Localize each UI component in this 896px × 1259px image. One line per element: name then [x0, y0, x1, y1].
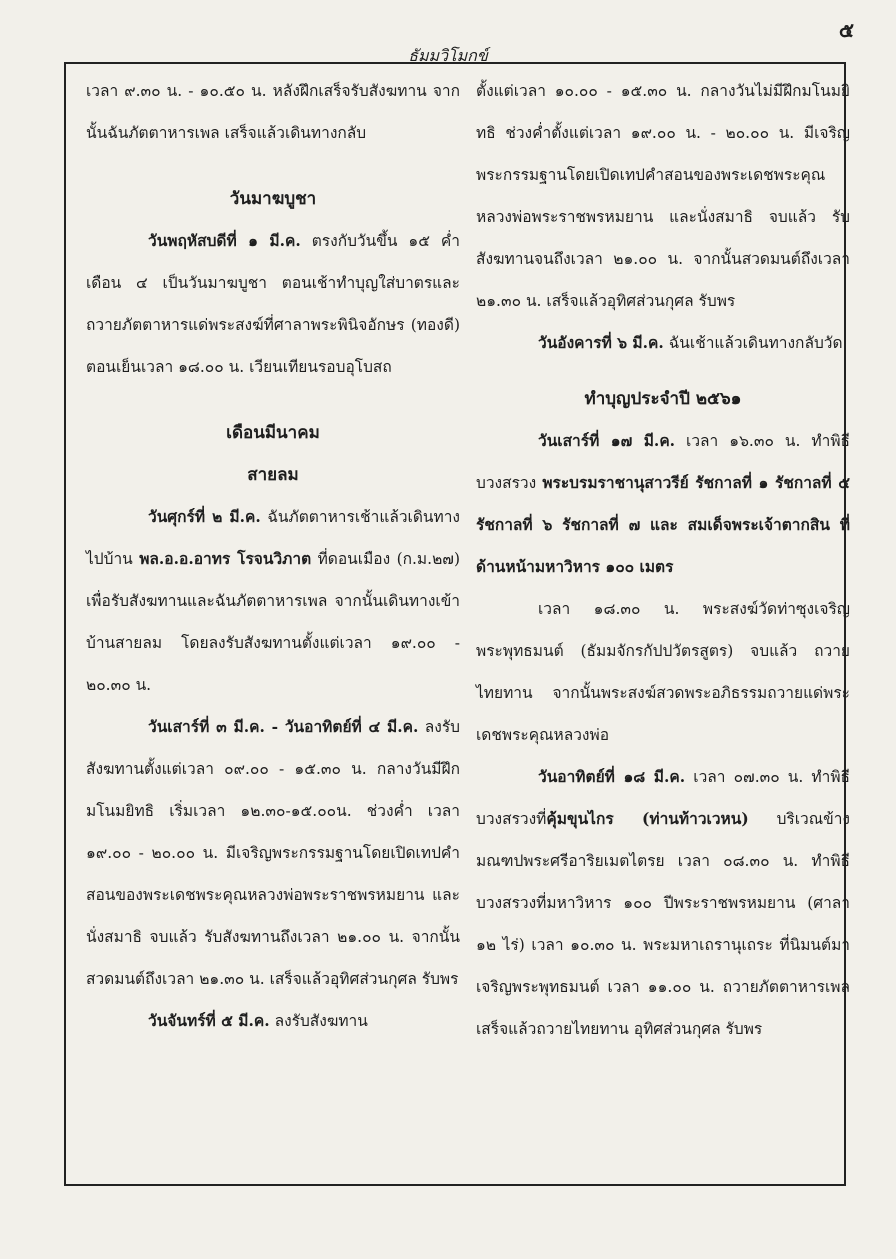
running-head: ธัมมวิโมกข์ [408, 46, 488, 65]
paragraph-friday-2 [86, 496, 460, 706]
paragraph-tuesday-6 [476, 322, 850, 364]
date-monday-5: วันจันทร์ที่ ๕ มี.ค. [148, 1011, 270, 1030]
heading-march: เดือนมีนาคม [226, 423, 320, 443]
saturday-17-text: เวลา ๑๖.๓๐ น. ทำพิธีบวงสรวง [476, 432, 850, 492]
left-column [86, 70, 460, 1042]
paragraph-morning-session: เวลา ๙.๓๐ น. - ๑๐.๕๐ น. หลังฝึกเสร็จรับสังฆทาน จากนั้นฉันภัตตาหารเพล เสร็จแล้วเดินทางกลับ [86, 82, 460, 142]
paragraph-saturday-3 [86, 706, 460, 1000]
khum-khun-krai: คุ้มขุนไกร (ท่านท้าวเวหน) [546, 809, 749, 828]
heading-makha-bucha: วันมาฆบูชา [229, 189, 317, 209]
saturday-3-text: ลงรับสังฆทานตั้งแต่เวลา ๐๙.๐๐ - ๑๕.๓๐ น. กลางวันมีฝึกมโนมยิทธิ เริ่มเวลา ๑๒.๓๐-๑๕.๐๐น. ช่วงค่ำ เวลา ๑๙.๐๐ - ๒๐.๐๐ น. มีเจริญพระกรรมฐานโดยเปิดเทปคำสอนของพระเดชพระคุณหลวงพ่อพระราชพรหมยาน และนั่งสมาธิ จบแล้ว รับสังฆทานถึงเวลา ๒๑.๐๐ น. จากนั้นสวดมนต์ถึงเวลา ๒๑.๓๐ น. เสร็จแล้วอุทิศส่วนกุศล รับพร [86, 718, 460, 988]
date-thursday-1: วันพฤหัสบดีที่ ๑ มี.ค. [148, 231, 301, 250]
friday-2-text-a: ฉันภัตตาหารเช้าแล้วเดินทางไปบ้าน [86, 508, 460, 568]
sunday-18-text-a: เวลา ๐๗.๓๐ น. ทำพิธีบวงสรวงที่ [476, 768, 850, 828]
date-saturday-17: วันเสาร์ที่ ๑๗ มี.ค. [538, 431, 676, 450]
monuments-list: พระบรมราชานุสาวรีย์ รัชกาลที่ ๑ รัชกาลที่ ๕ รัชกาลที่ ๖ รัชกาลที่ ๗ และ สมเด็จพระเจ้าตากสิน ที่ด้านหน้ามหาวิหาร ๑๐๐ เมตร [476, 473, 850, 576]
tuesday-6-text: ฉันเช้าแล้วเดินทางกลับวัด [663, 334, 843, 352]
right-column [476, 70, 850, 1050]
monday-5-text: ลงรับสังฆทาน [269, 1012, 368, 1030]
paragraph-evening-chanting: เวลา ๑๘.๓๐ น. พระสงฆ์วัดท่าซุงเจริญพระพุทธมนต์ (ธัมมจักรกัปปวัตรสูตร) จบแล้ว ถวายไทยทาน จากนั้นพระสงฆ์สวดพระอภิธรรมถวายแด่พระเดชพระคุณหลวงพ่อ [476, 600, 850, 744]
page-frame [64, 62, 850, 1186]
page-number: ๕ [838, 18, 854, 42]
paragraph-saturday-17 [476, 420, 850, 588]
friday-2-text-b: ที่ดอนเมือง (ก.ม.๒๗) เพื่อรับสังฆทานและฉันภัตตาหารเพล จากนั้นเดินทางเข้าบ้านสายลม โดยลงรับสังฆทานตั้งแต่เวลา ๑๙.๐๐ - ๒๐.๓๐ น. [86, 550, 460, 694]
makha-bucha-text: ตรงกับวันขึ้น ๑๕ ค่ำ เดือน ๔ เป็นวันมาฆบูชา ตอนเช้าทำบุญใส่บาตรและถวายภัตตาหารแด่พระสงฆ์ที่ศาลาพระพินิจอักษร (ทองดี) ตอนเย็นเวลา ๑๘.๐๐ น. เวียนเทียนรอบอุโบสถ [86, 232, 460, 376]
date-saturday-3-sunday-4: วันเสาร์ที่ ๓ มี.ค. - วันอาทิตย์ที่ ๔ มี.ค. [148, 717, 419, 736]
date-sunday-18: วันอาทิตย์ที่ ๑๘ มี.ค. [538, 767, 686, 786]
sunday-18-text-b: บริเวณข้างมณฑปพระศรีอาริยเมตไตรย เวลา ๐๘.๓๐ น. ทำพิธีบวงสรวงที่มหาวิหาร ๑๐๐ ปีพระราชพรหมยาน (ศาลา ๑๒ ไร่) เวลา ๑๐.๓๐ น. พระมหาเถรานุเถระ ที่นิมนต์มาเจริญพระพุทธมนต์ เวลา ๑๑.๐๐ น. ถวายภัตตาหารเพล เสร็จแล้วถวายไทยทาน อุทิศส่วนกุศล รับพร [476, 810, 850, 1038]
paragraph-monday-5-continued: ตั้งแต่เวลา ๑๐.๐๐ - ๑๕.๓๐ น. กลางวันไม่มีฝึกมโนมยิทธิ ช่วงค่ำตั้งแต่เวลา ๑๙.๐๐ น. - ๒๐.๐๐ น. มีเจริญพระกรรมฐานโดยเปิดเทปคำสอนของพระเดชพระคุณหลวงพ่อพระราชพรหมยาน และนั่งสมาธิ จบแล้ว รับสังฆทานจนถึงเวลา ๒๑.๐๐ น. จากนั้นสวดมนต์ถึงเวลา ๒๑.๓๐ น. เสร็จแล้วอุทิศส่วนกุศล รับพร [476, 82, 850, 310]
heading-annual-merit: ทำบุญประจำปี ๒๕๖๑ [584, 389, 742, 409]
date-friday-2: วันศุกร์ที่ ๒ มี.ค. [148, 507, 261, 526]
date-tuesday-6: วันอังคารที่ ๖ มี.ค. [538, 333, 664, 352]
paragraph-makha-bucha [86, 220, 460, 388]
host-name: พล.อ.อ.อาทร โรจนวิภาต [139, 549, 312, 568]
paragraph-monday-5 [86, 1000, 460, 1042]
paragraph-sunday-18 [476, 756, 850, 1050]
heading-sailom: สายลม [247, 465, 299, 485]
